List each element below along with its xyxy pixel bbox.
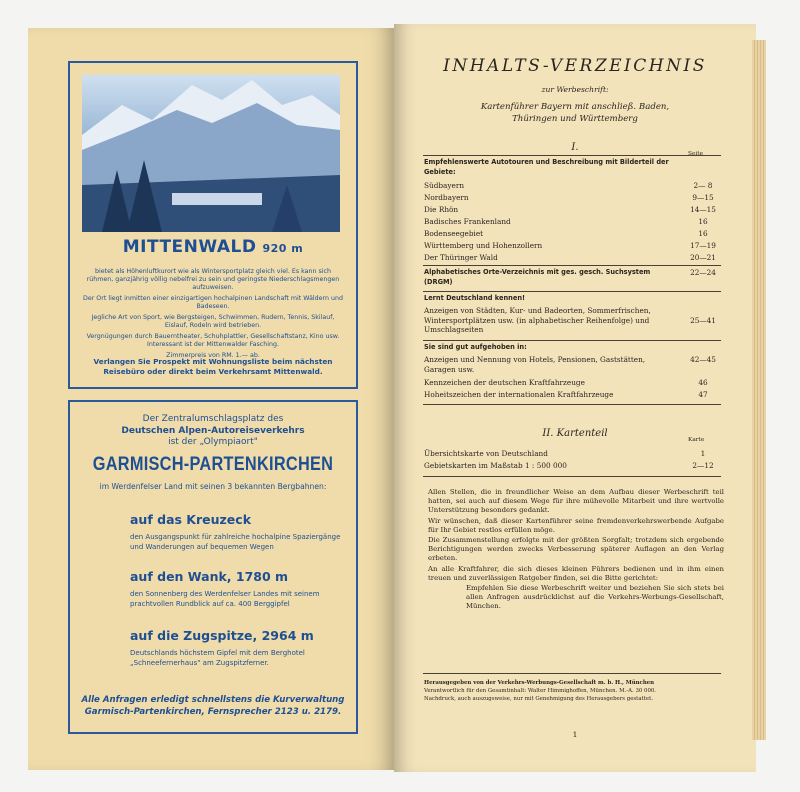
divider	[423, 404, 721, 405]
imprint-line: Herausgegeben von der Verkehrs-Werbungs-Gesellschaft m. b. H., München	[424, 680, 655, 686]
toc-entry-page: 2— 8	[693, 181, 713, 190]
divider	[423, 265, 721, 266]
note-paragraph: Allen Stellen, die in freundlicher Weise an dem Aufbau dieser Werbeschrift teil hatten, sei auch auf diesem Wege für ihre mühevolle Mitarbeit und ihre wertvolle Unterstützung besonders gedankt.	[428, 488, 724, 515]
garmisch-intro	[76, 414, 350, 449]
mittenwald-title: MITTENWALD	[122, 237, 257, 257]
garmisch-intro-line: Deutschen Alpen-Autoreiseverkehrs	[121, 425, 305, 436]
garmisch-footer	[80, 694, 346, 718]
section-one-heading: I.	[571, 142, 579, 153]
wank-text: den Sonnenberg des Werdenfelser Landes mit seinem prachtvollen Rundblick auf ca. 400 Berggipfel	[130, 590, 320, 608]
toc-entry-label: Nordbayern	[424, 193, 469, 202]
toc-entry	[424, 158, 724, 178]
toc-entry-label: Der Thüringer Wald	[424, 253, 498, 262]
toc-entry-label: Württemberg und Hohenzollern	[424, 241, 543, 250]
toc-entry-label: Südbayern	[424, 181, 465, 190]
toc-subtitle	[424, 101, 726, 125]
divider	[423, 476, 721, 477]
mittenwald-paragraph: Jegliche Art von Sport, wie Bergsteigen, Schwimmen, Rudern, Tennis, Skilauf, Eislauf, Rodeln wird betrieben.	[91, 314, 335, 329]
zugspitze-heading: auf die Zugspitze, 2964 m	[130, 628, 314, 643]
note-paragraph: Die Zusammenstellung erfolgte mit der größten Sorgfalt; trotzdem sich ergebende Berichtigungen werden zwecks Verbesserung späterer Auflagen an den Verlag erbeten.	[428, 536, 724, 563]
mittenwald-altitude: 920 m	[262, 242, 304, 255]
toc-entry-label: Lernt Deutschland kennen!	[424, 294, 526, 302]
toc-entry-label: Alphabetisches Orte-Verzeichnis mit ges. gesch. Suchsystem (DRGM)	[424, 268, 651, 286]
garmisch-title: GARMISCH-PARTENKIRCHEN	[92, 454, 334, 475]
toc-entry-label: Sie sind gut aufgehoben in:	[424, 343, 527, 351]
note-paragraph: Empfehlen Sie diese Werbeschrift weiter und beziehen Sie sich stets bei allen Anfragen ausdrücklichst auf die Verkehrs-Werbungs-Gesellschaft, München.	[466, 584, 724, 611]
toc-entry	[424, 306, 724, 336]
toc-title: INHALTS-VERZEICHNIS	[443, 56, 707, 76]
toc-entry-page: 25—41	[690, 316, 716, 325]
table-of-contents	[394, 24, 756, 772]
garmisch-intro-line: ist der „Olympiaort"	[168, 437, 258, 447]
seite-label: Seite	[688, 151, 704, 157]
garmisch-ad	[68, 400, 358, 734]
notes	[428, 488, 724, 613]
imprint	[424, 679, 722, 703]
mittenwald-footer: Verlangen Sie Prospekt mit Wohnungsliste beim nächsten Reisebüro oder direkt beim Verkehrsamt Mittenwald.	[93, 357, 333, 376]
zugspitze-text: Deutschlands höchstem Gipfel mit dem Berghotel „Schneefernerhaus" am Zugspitzferner.	[130, 649, 305, 667]
toc-entry-page: 46	[698, 378, 708, 387]
toc-zur: zur Werbeschrift:	[541, 85, 609, 94]
note-paragraph: Wir wünschen, daß dieser Kartenführer seine fremdenverkehrswerbende Aufgabe für Ihr Gebiet restlos erfüllen möge.	[428, 516, 724, 534]
toc-subtitle-line: Thüringen und Württemberg	[512, 114, 638, 124]
wank-heading: auf den Wank, 1780 m	[130, 569, 289, 584]
toc-entry-label: Kennzeichen der deutschen Kraftfahrzeuge	[424, 378, 585, 387]
mittenwald-ad	[68, 61, 358, 389]
toc-entry-label: Empfehlenswerte Autotouren und Beschreibung mit Bilderteil der Gebiete:	[424, 158, 669, 176]
mittenwald-paragraph: bietet als Höhenluftkurort wie als Wintersportplatz gleich viel. Es kann sich rühmen, ganzjährig völlig nebelfrei zu sein und geringste Niederschlagsmengen aufzuweisen.	[86, 268, 340, 291]
toc-entry	[424, 268, 724, 288]
toc-subtitle-line: Kartenführer Bayern mit anschließ. Baden,	[480, 102, 670, 112]
karte-label: Karte	[688, 437, 705, 443]
mountain-landscape-image	[82, 75, 340, 232]
mittenwald-price: Zimmerpreis von RM. 1.— ab.	[166, 352, 260, 359]
garmisch-intro-line: Der Zentralumschlagsplatz des	[142, 414, 284, 424]
toc-entry-page: 47	[698, 390, 708, 399]
mittenwald-paragraph: Der Ort liegt inmitten einer einzigartigen hochalpinen Landschaft mit Wäldern und Badeseen.	[82, 295, 343, 310]
garmisch-footer-line: Alle Anfragen erledigt schnellstens die Kurverwaltung	[81, 695, 345, 705]
mountain-photo	[82, 75, 340, 232]
toc-entry-label: Hoheitszeichen der internationalen Kraftfahrzeuge	[424, 390, 614, 399]
toc-entry-page: 14—15	[690, 205, 716, 214]
toc-entry-label: Die Rhön	[424, 205, 459, 214]
toc-entry	[424, 355, 724, 375]
toc-entry-label: Badisches Frankenland	[424, 217, 511, 226]
section-two-heading: II. Kartenteil	[542, 428, 608, 439]
kreuzeck-text: den Ausgangspunkt für zahlreiche hochalpine Spaziergänge und Wanderungen auf bequemen Wegen	[130, 533, 341, 551]
divider	[423, 291, 721, 292]
toc-entry-label: Bodenseegebiet	[424, 229, 484, 238]
toc-entry-page: 42—45	[690, 355, 716, 364]
divider	[423, 340, 721, 341]
toc-entry-label: Gebietskarten im Maßstab 1 : 500 000	[424, 461, 567, 470]
toc-entry-page: 22—24	[690, 268, 716, 277]
note-paragraph: An alle Kraftfahrer, die sich dieses kleinen Führers bedienen und in ihm einen treuen und zuverlässigen Ratgeber finden, sei die Bitte gerichtet:	[428, 564, 724, 582]
toc-entry-page: 1	[700, 449, 706, 458]
imprint-line: Nachdruck, auch auszugsweise, nur mit Genehmigung des Herausgebers gestattet.	[424, 696, 653, 702]
toc-entry-page: 20—21	[690, 253, 716, 262]
toc-entry-page: 17—19	[690, 241, 716, 250]
toc-entry-page: 16	[698, 229, 708, 238]
divider	[423, 155, 721, 156]
page-number: 1	[572, 730, 578, 739]
divider	[423, 673, 721, 674]
mittenwald-text	[82, 268, 344, 363]
imprint-line: Verantwortlich für den Gesamtinhalt: Walter Himmighoffen, München. M.-A. 30 000.	[424, 688, 657, 694]
toc-entry-label: Übersichtskarte von Deutschland	[424, 449, 548, 458]
toc-entry-page: 9—15	[692, 193, 714, 202]
mittenwald-paragraph: Vergnügungen durch Bauerntheater, Schuhplattler, Gesellschaftstanz, Kino usw. Interessant ist der Mittenwalder Fasching.	[86, 333, 340, 348]
garmisch-footer-line: Garmisch-Partenkirchen, Fernsprecher 2123 u. 2179.	[84, 707, 342, 717]
garmisch-subtitle: im Werdenfelser Land mit seinen 3 bekannten Bergbahnen:	[99, 482, 327, 491]
toc-entry-label: Anzeigen und Nennung von Hotels, Pensionen, Gaststätten, Garagen usw.	[424, 355, 646, 374]
toc-entry-page: 2—12	[692, 461, 714, 470]
toc-entry-page: 16	[698, 217, 708, 226]
toc-entry-label: Anzeigen von Städten, Kur- und Badeorten, Sommerfrischen, Wintersportplätzen usw. (in alphabetischer Reihenfolge) und Umschlagseiten	[424, 306, 651, 334]
kreuzeck-heading: auf das Kreuzeck	[130, 512, 252, 527]
